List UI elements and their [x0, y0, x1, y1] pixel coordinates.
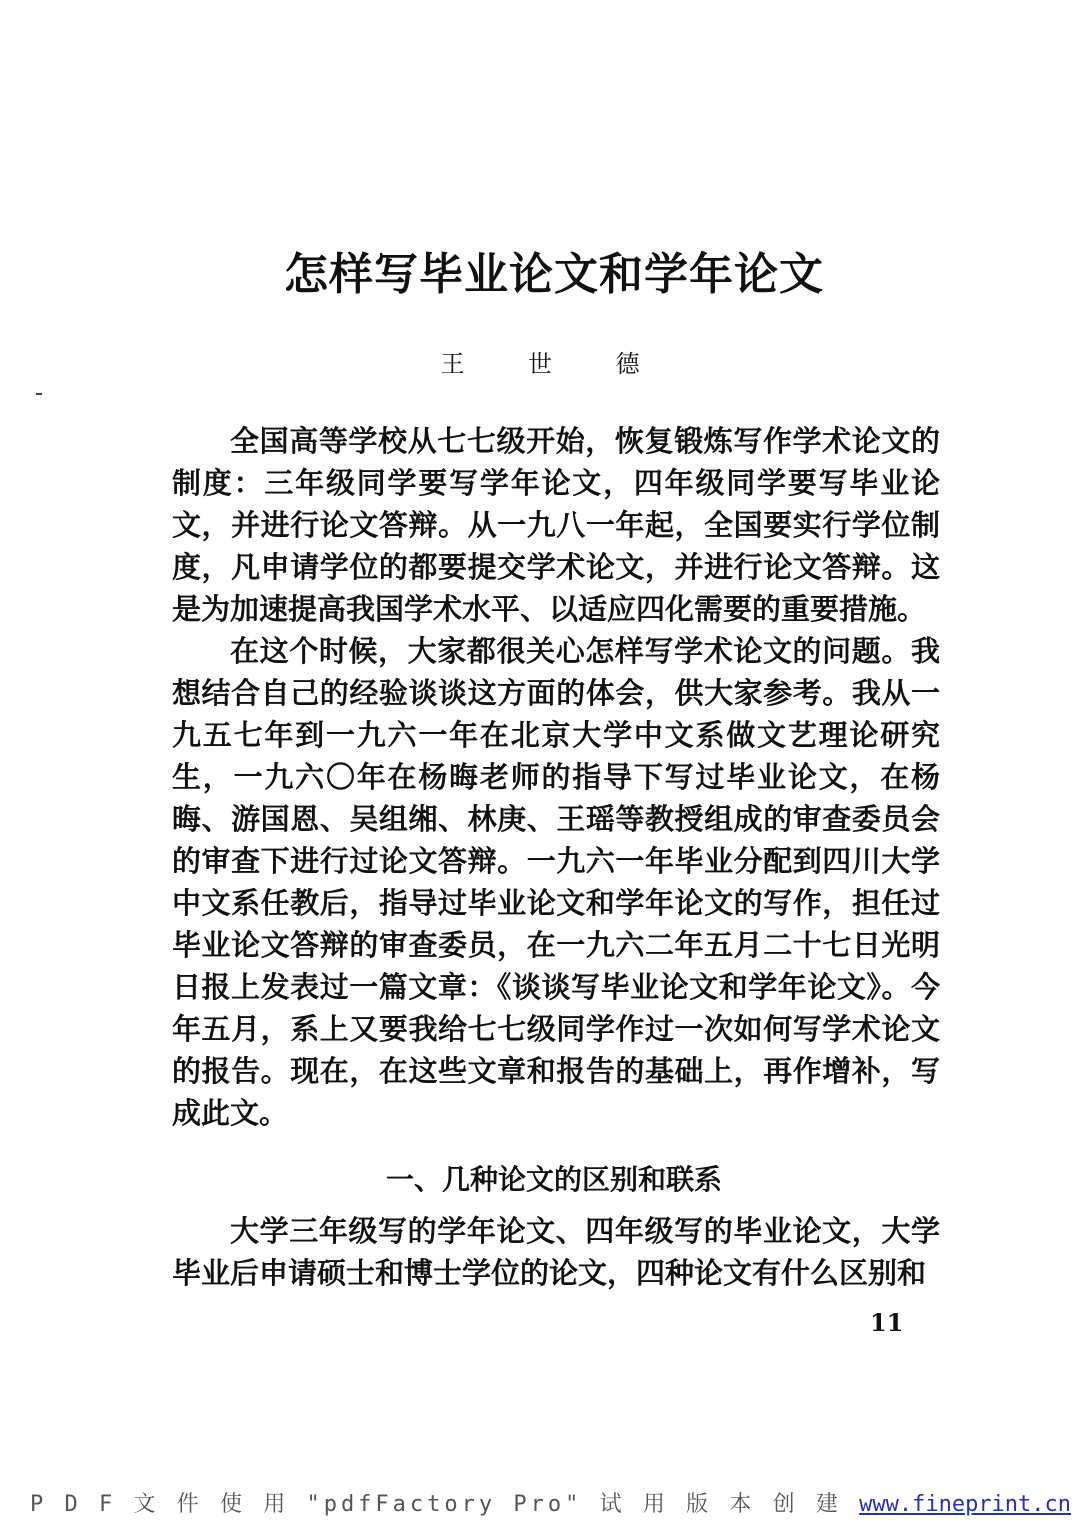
paragraph: 大学三年级写的学年论文、四年级写的毕业论文，大学毕业后申请硕士和博士学位的论文，四种论文有什么区别和 — [172, 1214, 940, 1290]
article-author: 王 世 德 — [440, 350, 668, 378]
paragraph: 全国高等学校从七七级开始，恢复锻炼写作学术论文的制度：三年级同学要写学年论文，四年级同学要写毕业论文，并进行论文答辩。从一九八一年起，全国要实行学位制度，凡申请学位的都要提交学术论文，并进行论文答辩。这是为加速提高我国学术水平、以适应四化需要的重要措施。 — [172, 424, 940, 626]
page-number: 11 — [870, 1308, 904, 1337]
section-heading: 一、几种论文的区别和联系 — [385, 1163, 722, 1196]
margin-mark — [36, 393, 42, 395]
watermark-link[interactable]: www.fineprint.cn — [859, 1492, 1072, 1517]
paragraph: 在这个时候，大家都很关心怎样写学术论文的问题。我想结合自己的经验谈谈这方面的体会，供大家参考。我从一九五七年到一九六一年在北京大学中文系做文艺理论研究生，一九六〇年在杨晦老师的指导下写过毕业论文，在杨晦、游国恩、吴组缃、林庚、王瑶等教授组成的审查委员会的审查下进行过论文答辩。一九六一年毕业分配到四川大学中文系任教后，指导过毕业论文和学年论文的写作，担任过毕业论文答辩的审查委员，在一九六二年五月二十七日光明日报上发表过一篇文章：《谈谈写毕业论文和学年论文》。今年五月，系上又要我给七七级同学作过一次如何写学术论文的报告。现在，在这些文章和报告的基础上，再作增补，写成此文。 — [172, 634, 940, 1130]
watermark-text: P D F 文 件 使 用 "pdfFactory Pro" 试 用 版 本 创 建 — [30, 1492, 842, 1517]
section-body — [172, 1210, 940, 1294]
article-title: 怎样写毕业论文和学年论文 — [284, 249, 824, 300]
intro-section — [172, 420, 940, 1134]
pdf-watermark — [30, 1487, 1071, 1518]
